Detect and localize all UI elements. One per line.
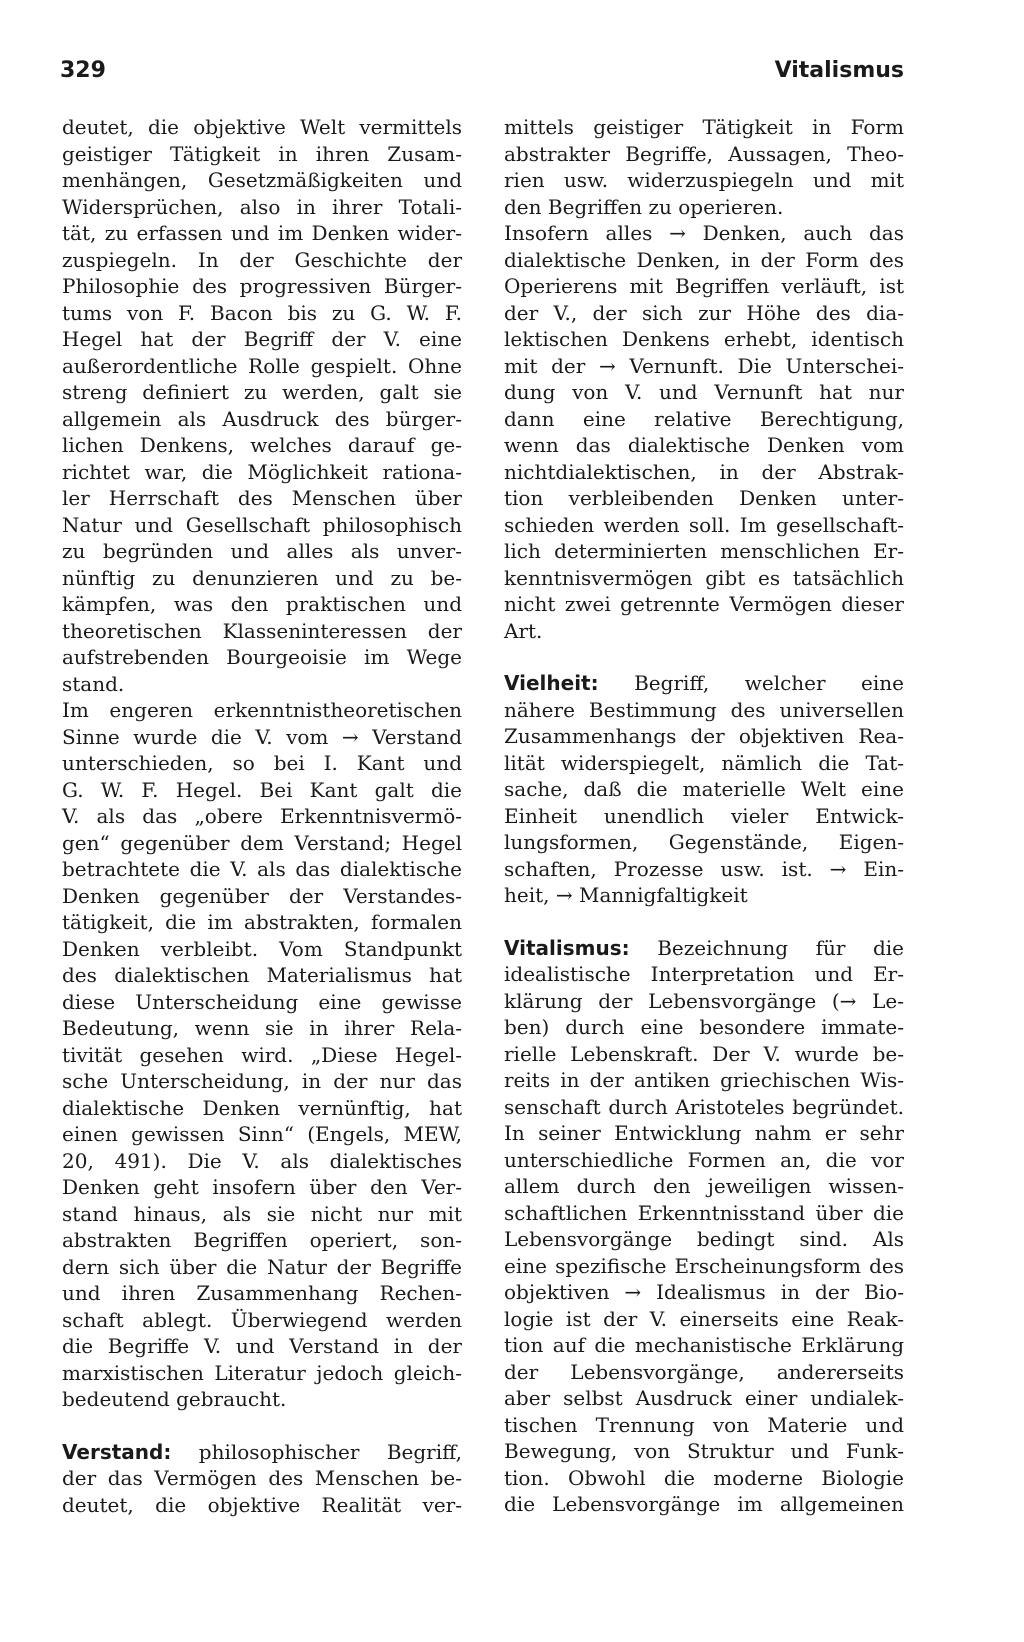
text-line: reits in der antiken griechischen Wis- (504, 1068, 904, 1092)
text-line: mittels geistiger Tätigkeit in Form (504, 115, 904, 139)
text-line: richtet war, die Möglichkeit rationa- (62, 459, 462, 484)
entry-separator (62, 1413, 462, 1439)
text-line: zu begründen und alles als unver- (62, 539, 462, 563)
text-line: kämpfen, was den praktischen und (62, 592, 462, 616)
text-line: Sinne wurde die V. vom → Verstand (62, 724, 462, 749)
left-column-text (62, 114, 462, 1413)
text-line: unterschieden, so bei I. Kant und (62, 751, 462, 775)
text-line: schaftlichen Erkenntnisstand über die (504, 1200, 904, 1225)
entry-verstand-definition-start: philosophischer Begriff, (198, 1439, 462, 1464)
text-line: einen gewissen Sinn“ (Engels, MEW, (62, 1122, 462, 1146)
right-column (504, 114, 904, 1518)
text-line: diese Unterscheidung eine gewisse (62, 989, 462, 1014)
text-line: dialektische Denken, in der Form des (504, 247, 904, 272)
text-line: idealistische Interpretation und Er- (504, 962, 904, 986)
text-line: Hegel hat der Begriff der V. eine (62, 327, 462, 351)
text-line: tätigkeit, die im abstrakten, formalen (62, 910, 462, 934)
entry-verstand-text (62, 1465, 462, 1518)
text-line: sache, daß die materielle Welt eine (504, 777, 904, 801)
text-line: rielle Lebenskraft. Der V. wurde be- (504, 1041, 904, 1066)
text-line: geistiger Tätigkeit in ihren Zusam- (62, 141, 462, 166)
text-line: Natur und Gesellschaft philosophisch (62, 512, 462, 537)
text-line: aufstrebenden Bourgeoisie im Wege (62, 645, 462, 669)
text-line: den Begriffen zu operieren. (504, 194, 784, 219)
text-line: stand. (62, 671, 125, 696)
text-line: In seiner Entwicklung nahm er sehr (504, 1121, 904, 1145)
entry-vielheit-definition-start: Begriff, welcher eine (634, 671, 904, 695)
entry-separator (504, 644, 904, 670)
text-line: der V., der sich zur Höhe des dia- (504, 300, 904, 325)
text-line: mit der → Vernunft. Die Unterschei- (504, 353, 904, 378)
text-line: Einheit unendlich vieler Entwick- (504, 803, 904, 828)
text-line: tion verbleibenden Denken unter- (504, 486, 904, 510)
headword-vielheit: Vielheit: (504, 671, 599, 695)
text-line: lungsformen, Gegenstände, Eigen- (504, 830, 904, 854)
text-line: dialektische Denken vernünftig, hat (62, 1095, 462, 1120)
text-line: des dialektischen Materialismus hat (62, 963, 462, 987)
text-line: Denken verbleibt. Vom Standpunkt (62, 936, 462, 961)
text-line: deutet, die objektive Realität ver- (62, 1492, 462, 1517)
text-line: lichen Denkens, welches darauf ge- (62, 433, 462, 457)
entry-vielheit-text (504, 697, 904, 909)
text-line: Operierens mit Begriffen verläuft, ist (504, 274, 904, 298)
text-line: dern sich über die Natur der Begriffe (62, 1254, 462, 1279)
entry-vielheit (504, 670, 904, 909)
entry-vitalismus (504, 935, 904, 1518)
page-number: 329 (60, 58, 106, 83)
text-line: kenntnisvermögen gibt es tatsächlich (504, 565, 904, 590)
text-line: lität widerspiegelt, nämlich die Tat- (504, 750, 904, 775)
text-line: der Lebensvorgänge, andererseits (504, 1359, 904, 1384)
text-line: gen“ gegenüber dem Verstand; Hegel (62, 830, 462, 855)
text-line: Lebensvorgänge bedingt sind. Als (504, 1227, 904, 1251)
text-line: tums von F. Bacon bis zu G. W. F. (62, 300, 462, 325)
text-line: tion auf die mechanistische Erklärung (504, 1333, 904, 1357)
text-line: allem durch den jeweiligen wissen- (504, 1174, 904, 1198)
text-line: die Lebensvorgänge im allgemeinen (504, 1492, 904, 1516)
text-line: tion. Obwohl die moderne Biologie (504, 1465, 904, 1490)
text-line: betrachtete die V. als das dialektische (62, 857, 462, 881)
text-line: objektiven → Idealismus in der Bio- (504, 1280, 904, 1304)
entry-vitalismus-definition-start: Bezeichnung für die (657, 935, 904, 960)
text-line: stand hinaus, als sie nicht nur mit (62, 1201, 462, 1226)
left-column (62, 114, 462, 1518)
running-head: Vitalismus (774, 58, 904, 83)
text-line: tät, zu erfassen und im Denken wider- (62, 221, 462, 245)
text-line: außerordentliche Rolle gespielt. Ohne (62, 353, 462, 378)
text-line: ben) durch eine besondere immate- (504, 1015, 904, 1039)
right-column-text (504, 114, 904, 644)
text-line: wenn das dialektische Denken vom (504, 433, 904, 457)
text-line: Widersprüchen, also in ihrer Totali- (62, 194, 462, 219)
text-line: deutet, die objektive Welt vermittels (62, 115, 462, 139)
text-line: G. W. F. Hegel. Bei Kant galt die (62, 777, 462, 802)
text-line: rien usw. widerzuspiegeln und mit (504, 168, 904, 192)
text-line: dann eine relative Berechtigung, (504, 406, 904, 431)
entry-vielheit-first-line (504, 670, 904, 697)
text-line: menhängen, Gesetzmäßigkeiten und (62, 168, 462, 192)
text-line: Denken geht insofern über den Ver- (62, 1175, 462, 1199)
text-line: aber selbst Ausdruck einer undialek- (504, 1386, 904, 1410)
text-line: schieden werden soll. Im gesellschaft- (504, 512, 904, 537)
text-line: zuspiegeln. In der Geschichte der (62, 247, 462, 272)
text-line: eine spezifische Erscheinungsform des (504, 1253, 904, 1278)
text-line: 20, 491). Die V. als dialektisches (62, 1148, 462, 1173)
text-line: der das Vermögen des Menschen be- (62, 1466, 462, 1490)
text-line: schaften, Prozesse usw. ist. → Ein- (504, 856, 904, 881)
headword-verstand: Verstand: (62, 1439, 172, 1464)
text-line: und ihren Zusammenhang Rechen- (62, 1281, 462, 1305)
text-line: nähere Bestimmung des universellen (504, 697, 904, 722)
text-line: Art. (504, 618, 543, 643)
text-line: allgemein als Ausdruck des bürger- (62, 406, 462, 431)
text-line: lektischen Denkens erhebt, identisch (504, 327, 904, 351)
text-line: logie ist der V. einerseits eine Reak- (504, 1306, 904, 1331)
text-line: V. als das „obere Erkenntnisvermö- (62, 804, 462, 828)
entry-verstand-first-line (62, 1439, 462, 1466)
text-line: nünftig zu denunzieren und zu be- (62, 565, 462, 590)
text-line: klärung der Lebensvorgänge (→ Le- (504, 988, 904, 1013)
text-line: sche Unterscheidung, in der nur das (62, 1069, 462, 1093)
entry-separator (504, 909, 904, 935)
entry-verstand (62, 1439, 462, 1519)
text-line: marxistischen Literatur jedoch gleich- (62, 1360, 462, 1385)
text-line: streng definiert zu werden, galt sie (62, 380, 462, 404)
headword-vitalismus: Vitalismus: (504, 935, 630, 960)
text-line: tischen Trennung von Materie und (504, 1412, 904, 1437)
text-line: Denken gegenüber der Verstandes- (62, 883, 462, 908)
text-line: ler Herrschaft des Menschen über (62, 486, 462, 510)
text-line: bedeutend gebraucht. (62, 1387, 287, 1411)
text-line: tivität gesehen wird. „Diese Hegel- (62, 1042, 462, 1067)
text-line: unterschiedliche Formen an, die vor (504, 1147, 904, 1172)
text-line: Bewegung, von Struktur und Funk- (504, 1439, 904, 1463)
text-line: lich determinierten menschlichen Er- (504, 539, 904, 563)
text-line: nichtdialektischen, in der Abstrak- (504, 459, 904, 484)
text-line: Im engeren erkenntnistheoretischen (62, 698, 462, 722)
text-line: Philosophie des progressiven Bürger- (62, 274, 462, 298)
text-line: abstrakter Begriffe, Aussagen, Theo- (504, 141, 904, 166)
text-line: senschaft durch Aristoteles begründet. (504, 1094, 904, 1119)
text-line: nicht zwei getrennte Vermögen dieser (504, 592, 904, 616)
text-line: heit, → Mannigfaltigkeit (504, 883, 748, 907)
entry-vitalismus-first-line (504, 935, 904, 962)
text-line: Insofern alles → Denken, auch das (504, 221, 904, 245)
text-line: abstrakten Begriffen operiert, son- (62, 1228, 462, 1252)
text-line: dung von V. und Vernunft hat nur (504, 380, 904, 404)
entry-vitalismus-text (504, 961, 904, 1518)
text-line: die Begriffe V. und Verstand in der (62, 1334, 462, 1358)
text-line: Zusammenhangs der objektiven Rea- (504, 724, 904, 748)
text-line: theoretischen Klasseninteressen der (62, 618, 462, 643)
text-line: Bedeutung, wenn sie in ihrer Rela- (62, 1016, 462, 1040)
text-line: schaft ablegt. Überwiegend werden (62, 1307, 462, 1332)
